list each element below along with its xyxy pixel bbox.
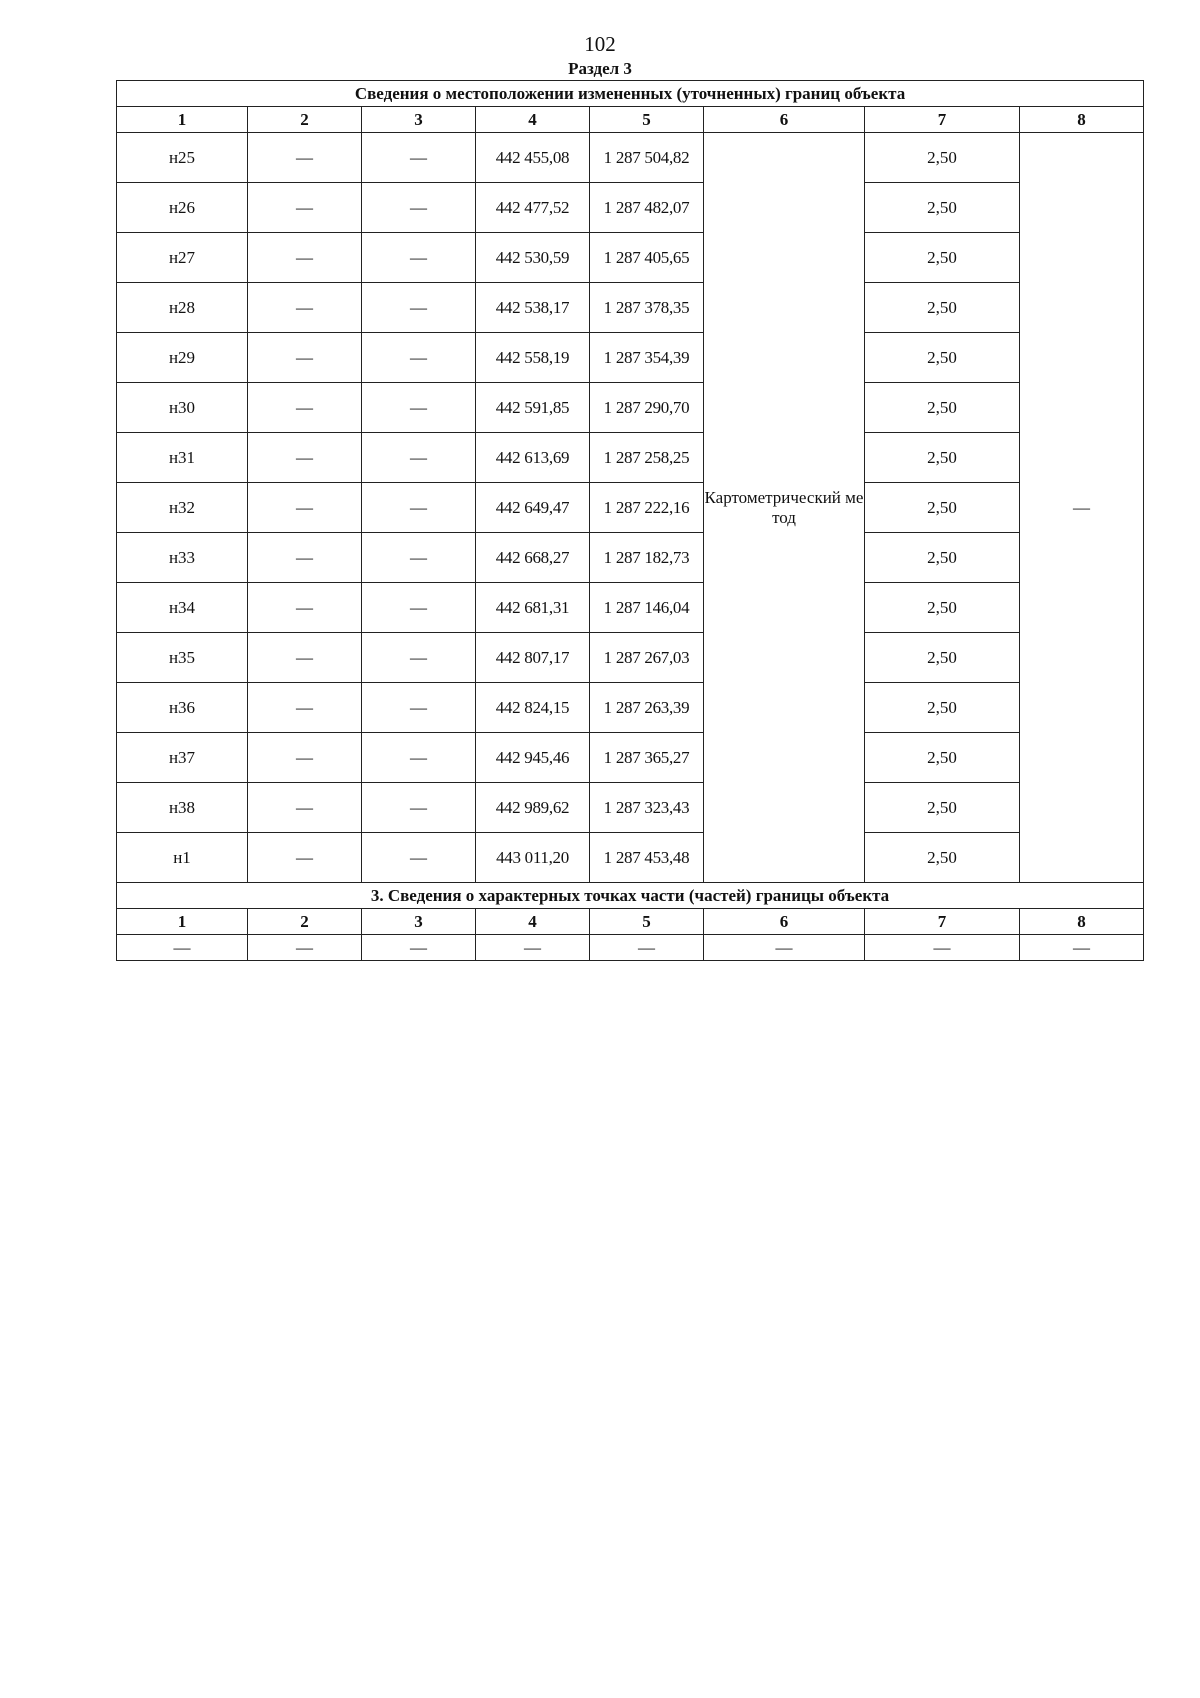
x-coordinate-cell: 442 681,31 — [476, 583, 590, 633]
page-number: 102 — [584, 32, 616, 56]
y-coordinate-cell: 1 287 258,25 — [590, 433, 704, 483]
table-row — [117, 583, 1144, 633]
col2-cell: — — [248, 433, 362, 483]
y-coordinate-cell: 1 287 365,27 — [590, 733, 704, 783]
y-coordinate-cell: 1 287 482,07 — [590, 183, 704, 233]
col8-cell: — — [1020, 133, 1144, 883]
accuracy-cell: 2,50 — [865, 333, 1020, 383]
table2-cell: — — [1020, 935, 1144, 961]
y-coordinate-cell: 1 287 146,04 — [590, 583, 704, 633]
col3-cell: — — [362, 433, 476, 483]
point-name-cell: н29 — [117, 333, 248, 383]
x-coordinate-cell: 442 591,85 — [476, 383, 590, 433]
point-name-cell: н32 — [117, 483, 248, 533]
table-row — [117, 683, 1144, 733]
point-name-cell: н28 — [117, 283, 248, 333]
y-coordinate-cell: 1 287 222,16 — [590, 483, 704, 533]
table-row — [117, 935, 1144, 961]
table-row — [117, 433, 1144, 483]
x-coordinate-cell: 442 558,19 — [476, 333, 590, 383]
boundary-points-table — [116, 80, 1144, 961]
table2-header-cell: 1 — [117, 909, 248, 935]
accuracy-cell: 2,50 — [865, 183, 1020, 233]
table2-header-row — [117, 909, 1144, 935]
table2-header-cell: 5 — [590, 909, 704, 935]
point-name-cell: н33 — [117, 533, 248, 583]
accuracy-cell: 2,50 — [865, 283, 1020, 333]
col3-cell: — — [362, 733, 476, 783]
point-name-cell: н36 — [117, 683, 248, 733]
col3-cell: — — [362, 333, 476, 383]
col2-cell: — — [248, 733, 362, 783]
table-row — [117, 633, 1144, 683]
table2-cell: — — [476, 935, 590, 961]
point-name-cell: н31 — [117, 433, 248, 483]
point-name-cell: н25 — [117, 133, 248, 183]
table2-cell: — — [248, 935, 362, 961]
table2-header-cell: 6 — [704, 909, 865, 935]
table-row — [117, 283, 1144, 333]
x-coordinate-cell: 442 649,47 — [476, 483, 590, 533]
col2-cell: — — [248, 783, 362, 833]
section-title: Раздел 3 — [568, 59, 632, 78]
x-coordinate-cell: 442 945,46 — [476, 733, 590, 783]
col2-cell: — — [248, 133, 362, 183]
table2-header-cell: 3 — [362, 909, 476, 935]
table2-caption-row — [117, 883, 1144, 909]
table1-header-cell: 7 — [865, 107, 1020, 133]
table2-cell: — — [117, 935, 248, 961]
table-row — [117, 783, 1144, 833]
table1-header-cell: 5 — [590, 107, 704, 133]
table2-header-cell: 7 — [865, 909, 1020, 935]
y-coordinate-cell: 1 287 323,43 — [590, 783, 704, 833]
table-row — [117, 483, 1144, 533]
accuracy-cell: 2,50 — [865, 383, 1020, 433]
col3-cell: — — [362, 183, 476, 233]
y-coordinate-cell: 1 287 405,65 — [590, 233, 704, 283]
col2-cell: — — [248, 533, 362, 583]
table-row — [117, 183, 1144, 233]
col3-cell: — — [362, 383, 476, 433]
table1-header-cell: 6 — [704, 107, 865, 133]
x-coordinate-cell: 443 011,20 — [476, 833, 590, 883]
accuracy-cell: 2,50 — [865, 583, 1020, 633]
y-coordinate-cell: 1 287 290,70 — [590, 383, 704, 433]
y-coordinate-cell: 1 287 378,35 — [590, 283, 704, 333]
col3-cell: — — [362, 233, 476, 283]
point-name-cell: н37 — [117, 733, 248, 783]
col3-cell: — — [362, 133, 476, 183]
x-coordinate-cell: 442 824,15 — [476, 683, 590, 733]
y-coordinate-cell: 1 287 504,82 — [590, 133, 704, 183]
col3-cell: — — [362, 483, 476, 533]
table-body — [117, 81, 1144, 961]
table1-header-row — [117, 107, 1144, 133]
x-coordinate-cell: 442 613,69 — [476, 433, 590, 483]
col3-cell: — — [362, 283, 476, 333]
point-name-cell: н30 — [117, 383, 248, 433]
table2-cell: — — [865, 935, 1020, 961]
col2-cell: — — [248, 383, 362, 433]
table2-cell: — — [704, 935, 865, 961]
table1-caption-row — [117, 81, 1144, 107]
table-row — [117, 833, 1144, 883]
x-coordinate-cell: 442 538,17 — [476, 283, 590, 333]
x-coordinate-cell: 442 455,08 — [476, 133, 590, 183]
col2-cell: — — [248, 283, 362, 333]
table1-caption: Сведения о местоположении измененных (уточненных) границ объекта — [117, 81, 1144, 107]
table-row — [117, 533, 1144, 583]
accuracy-cell: 2,50 — [865, 433, 1020, 483]
col3-cell: — — [362, 833, 476, 883]
table-row — [117, 133, 1144, 183]
accuracy-cell: 2,50 — [865, 133, 1020, 183]
accuracy-cell: 2,50 — [865, 533, 1020, 583]
col2-cell: — — [248, 333, 362, 383]
table2-cell: — — [362, 935, 476, 961]
y-coordinate-cell: 1 287 263,39 — [590, 683, 704, 733]
table-row — [117, 733, 1144, 783]
x-coordinate-cell: 442 989,62 — [476, 783, 590, 833]
col2-cell: — — [248, 583, 362, 633]
x-coordinate-cell: 442 807,17 — [476, 633, 590, 683]
x-coordinate-cell: 442 668,27 — [476, 533, 590, 583]
table2-header-cell: 4 — [476, 909, 590, 935]
table1-header-cell: 1 — [117, 107, 248, 133]
col2-cell: — — [248, 633, 362, 683]
method-cell: Картометрический метод — [704, 133, 865, 883]
table1-header-cell: 2 — [248, 107, 362, 133]
col3-cell: — — [362, 533, 476, 583]
table-row — [117, 333, 1144, 383]
col3-cell: — — [362, 633, 476, 683]
point-name-cell: н27 — [117, 233, 248, 283]
accuracy-cell: 2,50 — [865, 783, 1020, 833]
point-name-cell: н1 — [117, 833, 248, 883]
accuracy-cell: 2,50 — [865, 733, 1020, 783]
table2-cell: — — [590, 935, 704, 961]
y-coordinate-cell: 1 287 267,03 — [590, 633, 704, 683]
accuracy-cell: 2,50 — [865, 483, 1020, 533]
x-coordinate-cell: 442 530,59 — [476, 233, 590, 283]
point-name-cell: н38 — [117, 783, 248, 833]
table2-caption: 3. Сведения о характерных точках части (частей) границы объекта — [117, 883, 1144, 909]
point-name-cell: н35 — [117, 633, 248, 683]
col2-cell: — — [248, 833, 362, 883]
col2-cell: — — [248, 183, 362, 233]
table-row — [117, 383, 1144, 433]
accuracy-cell: 2,50 — [865, 833, 1020, 883]
table1-header-cell: 4 — [476, 107, 590, 133]
accuracy-cell: 2,50 — [865, 633, 1020, 683]
table1-header-cell: 3 — [362, 107, 476, 133]
col3-cell: — — [362, 583, 476, 633]
col2-cell: — — [248, 233, 362, 283]
table2-header-cell: 2 — [248, 909, 362, 935]
col3-cell: — — [362, 783, 476, 833]
point-name-cell: н34 — [117, 583, 248, 633]
table1-header-cell: 8 — [1020, 107, 1144, 133]
y-coordinate-cell: 1 287 354,39 — [590, 333, 704, 383]
table2-header-cell: 8 — [1020, 909, 1144, 935]
accuracy-cell: 2,50 — [865, 683, 1020, 733]
table-row — [117, 233, 1144, 283]
x-coordinate-cell: 442 477,52 — [476, 183, 590, 233]
y-coordinate-cell: 1 287 182,73 — [590, 533, 704, 583]
accuracy-cell: 2,50 — [865, 233, 1020, 283]
col2-cell: — — [248, 483, 362, 533]
y-coordinate-cell: 1 287 453,48 — [590, 833, 704, 883]
point-name-cell: н26 — [117, 183, 248, 233]
col2-cell: — — [248, 683, 362, 733]
col3-cell: — — [362, 683, 476, 733]
